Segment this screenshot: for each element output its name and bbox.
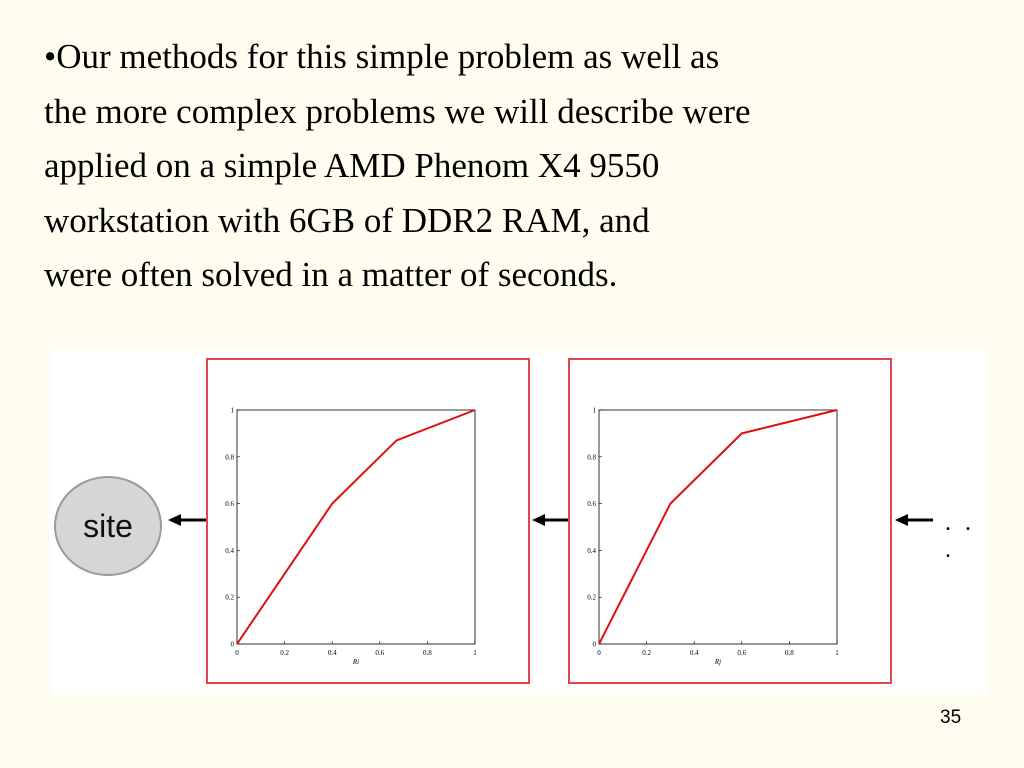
arrow-left-icon	[168, 512, 208, 528]
x-tick-label: 0	[235, 649, 239, 657]
y-tick-label: 0.2	[225, 593, 234, 602]
body-line-1: •Our methods for this simple problem as well as	[44, 37, 720, 76]
y-tick-label: 0	[592, 640, 596, 649]
x-tick-label: 0.6	[375, 649, 385, 657]
chart-ri	[208, 360, 528, 682]
x-tick-label: 0.8	[423, 649, 432, 657]
series-line	[599, 410, 837, 644]
body-line-3: applied on a simple AMD Phenom X4 9550	[44, 146, 660, 185]
x-tick-label: 0.4	[327, 649, 337, 657]
x-tick-label: 0.2	[642, 649, 651, 657]
y-tick-label: 0.4	[225, 546, 234, 555]
body-line-5: were often solved in a matter of seconds.	[44, 255, 618, 294]
body-line-2: the more complex problems we will describe were	[44, 91, 751, 131]
x-tick-label: 1	[835, 649, 839, 657]
site-node	[54, 476, 162, 576]
body-line-4: workstation with 6GB of DDR2 RAM, and	[44, 200, 650, 240]
x-tick-label: 0.2	[280, 649, 289, 657]
page-number: 35	[940, 707, 962, 728]
pipeline-figure	[50, 350, 988, 695]
y-tick-label: 0.2	[587, 593, 596, 602]
x-tick-label: 0.8	[785, 649, 794, 657]
y-tick-label: 1	[592, 406, 596, 415]
arrow-left-icon	[895, 512, 935, 528]
y-tick-label: 0.6	[225, 500, 234, 509]
y-tick-label: 1	[230, 406, 234, 415]
series-line	[237, 410, 475, 644]
y-tick-label: 0.8	[587, 453, 596, 462]
slide-body-text	[44, 30, 1004, 303]
x-axis-label: Ri	[352, 658, 360, 666]
plot-frame	[237, 410, 475, 644]
x-tick-label: 0.6	[737, 649, 747, 657]
y-tick-label: 0	[230, 640, 234, 649]
continuation-ellipsis: . . .	[945, 510, 975, 563]
chart-panel-ri	[206, 358, 530, 684]
site-label: site	[83, 507, 133, 544]
x-tick-label: 0.4	[689, 649, 699, 657]
chart-panel-rj	[568, 358, 892, 684]
x-axis-label: Rj	[714, 658, 722, 666]
chart-rj	[570, 360, 890, 682]
y-tick-label: 0.6	[587, 500, 596, 509]
y-tick-label: 0.4	[587, 546, 596, 555]
y-tick-label: 0.8	[225, 453, 234, 462]
plot-frame	[599, 410, 837, 644]
x-tick-label: 1	[473, 649, 477, 657]
arrow-left-icon	[532, 512, 572, 528]
x-tick-label: 0	[597, 649, 601, 657]
